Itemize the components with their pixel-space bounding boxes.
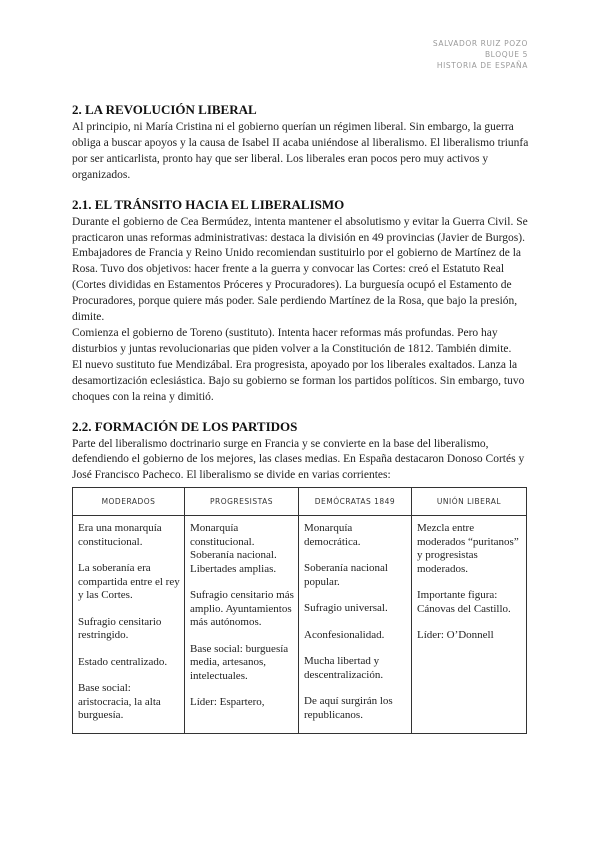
cell-item: La soberanía era compartida entre el rey y las Cortes.	[78, 562, 180, 602]
section-title: 2.1. EL TRÁNSITO HACIA EL LIBERALISMO	[72, 196, 345, 212]
section-title: 2.2. FORMACIÓN DE LOS PARTIDOS	[72, 418, 298, 434]
cell-item: Sufragio censitario más amplio. Ayuntamientos más autónomos.	[190, 589, 294, 629]
cell-item: Base social: aristocracia, la alta burguesía.	[78, 682, 161, 722]
cell-item: Era una monarquía constitucional.	[78, 522, 162, 548]
cell-item: Soberanía nacional popular.	[304, 562, 388, 588]
section-revolucion-liberal	[72, 102, 532, 184]
paragraph: Durante el gobierno de Cea Bermúdez, intenta mantener el absolutismo y evitar la Guerra Civil. Se practicaron unas reformas administrativas: destaca la división en 49 provincias (Javier de Burgos). Embajadores de Francia y Reino Unido recomiendan sustituirlo por el gobierno de Martínez de la Rosa. Tuvo dos objetivos: hacer frente a la guerra y convocar las Cortes: creó el Estatuto Real (Cortes divididas en Estamentos Próceres y Procuradores). La burguesía ocupó el Estamento de Procuradores, porque quiere más poder. Sale perdiendo Martínez de la Rosa, que bajo la presión, dimite.	[72, 215, 528, 324]
cell-moderados	[73, 516, 185, 734]
cell-item: Base social: burguesía media, artesanos, intelectuales.	[190, 642, 289, 682]
cell-item: Aconfesionalidad.	[304, 628, 385, 641]
section-title: 2. LA REVOLUCIÓN LIBERAL	[72, 102, 257, 117]
block-label: BLOQUE 5	[484, 50, 528, 59]
cell-item: Sufragio censitario restringido.	[78, 615, 162, 642]
paragraph: Al principio, ni María Cristina ni el gobierno querían un régimen liberal. Sin embargo, la guerra obliga a buscar apoyos y la causa de Isabel II acaba uniéndose al liberalismo. El liberalismo triunfa por ser anticarlista, pronto hay que ser liberal. Los liberales eran pocos pero muy activos y organizados.	[72, 121, 529, 181]
cell-item: Importante figura: Cánovas del Castillo.	[417, 589, 511, 615]
subject-label: HISTORIA DE ESPAÑA	[436, 61, 528, 70]
cell-item: Mucha libertad y descentralización.	[304, 655, 384, 681]
cell-item: Mezcla entre moderados “puritanos” y progresistas moderados.	[417, 522, 519, 575]
column-header-progresistas: PROGRESISTAS	[185, 488, 299, 516]
cell-item: Líder: O’Donnell	[417, 629, 494, 642]
cell-union-liberal	[412, 516, 527, 734]
document-body	[72, 102, 532, 734]
column-header-moderados: MODERADOS	[73, 488, 185, 516]
cell-item: De aquí surgirán los republicanos.	[304, 695, 393, 721]
paragraph: Parte del liberalismo doctrinario surge en Francia y se convierte en la base del liberalismo, defendiendo el gobierno de los mejores, las clases medias. En España destacaron Donoso Cortés y José Francisco Pacheco. El liberalismo se divide en varias corrientes:	[72, 437, 525, 482]
section-transito-liberalismo	[72, 197, 532, 406]
parties-table	[72, 487, 527, 734]
cell-item: Sufragio universal.	[304, 602, 388, 615]
cell-progresistas	[185, 516, 299, 734]
column-header-democratas: DEMÓCRATAS 1849	[299, 488, 412, 516]
section-formacion-partidos	[72, 419, 532, 734]
cell-democratas	[299, 516, 412, 734]
cell-item: Estado centralizado.	[78, 655, 168, 668]
table-header-row	[73, 488, 527, 516]
table-row	[73, 516, 527, 734]
cell-item: Monarquía democrática.	[304, 522, 361, 548]
cell-item: Líder: Espartero,	[190, 696, 265, 709]
paragraph: El nuevo sustituto fue Mendizábal. Era progresista, apoyado por los liberales exaltados. Lanza la desamortización eclesiástica. Bajo su gobierno se forman los partidos políticos. Sin embargo, tuvo choques con la reina y dimitió.	[72, 358, 525, 403]
cell-item: Monarquía constitucional. Soberanía nacional. Libertades amplias.	[190, 522, 277, 575]
paragraph: Comienza el gobierno de Toreno (sustituto). Intenta hacer reformas más profundas. Pero hay disturbios y juntas revolucionarias que piden volver a la Constitución de 1812. También dimite.	[72, 326, 512, 355]
column-header-union-liberal: UNIÓN LIBERAL	[412, 488, 527, 516]
author-name: SALVADOR RUIZ POZO	[432, 39, 528, 48]
document-header	[433, 38, 528, 71]
